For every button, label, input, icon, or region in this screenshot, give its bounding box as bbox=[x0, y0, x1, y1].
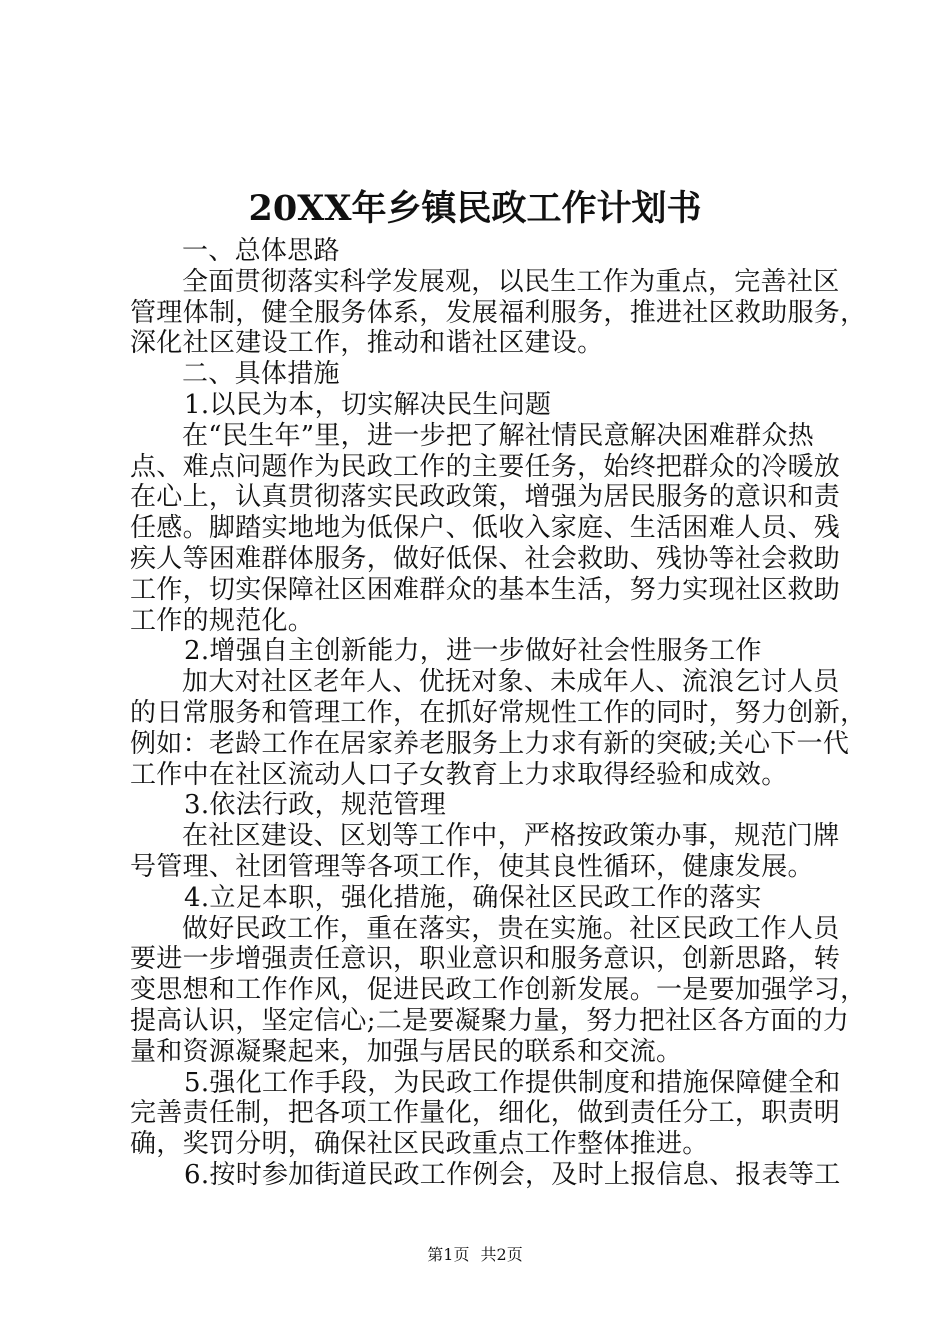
paragraph-line: 深化社区建设工作，推动和谐社区建设。 bbox=[130, 328, 604, 359]
paragraph-line: 在“民生年”里，进一步把了解社情民意解决困难群众热 bbox=[182, 420, 815, 451]
document-title: 20XX年乡镇民政工作计划书 bbox=[248, 188, 702, 229]
paragraph-line: 例如：老龄工作在居家养老服务上力求有新的突破;关心下一代 bbox=[130, 728, 850, 759]
paragraph-line: 要进一步增强责任意识，职业意识和服务意识，创新思路，转 bbox=[130, 944, 841, 975]
paragraph-line: 工作的规范化。 bbox=[130, 605, 315, 636]
paragraph-line: 确，奖罚分明，确保社区民政重点工作整体推进。 bbox=[130, 1129, 709, 1160]
subheading-1: 1.以民为本，切实解决民生问题 bbox=[184, 389, 552, 420]
paragraph-line: 加大对社区老年人、优抚对象、未成年人、流浪乞讨人员 bbox=[182, 667, 840, 698]
paragraph-line: 在心上，认真贯彻落实民政政策，增强为居民服务的意识和责 bbox=[130, 482, 841, 513]
paragraph-line: 变思想和工作作风，促进民政工作创新发展。一是要加强学习， bbox=[130, 975, 867, 1006]
paragraph-line: 做好民政工作，重在落实，贵在实施。社区民政工作人员 bbox=[182, 913, 840, 944]
paragraph-line: 的日常服务和管理工作，在抓好常规性工作的同时，努力创新， bbox=[130, 697, 867, 728]
document-body bbox=[130, 236, 867, 1191]
paragraph-line: 管理体制，健全服务体系，发展福利服务，推进社区救助服务， bbox=[130, 297, 867, 328]
paragraph-line: 号管理、社团管理等各项工作，使其良性循环，健康发展。 bbox=[130, 851, 814, 882]
page-number-total: 共2页 bbox=[480, 1245, 523, 1264]
page-number-current: 第1页 bbox=[427, 1245, 470, 1264]
page-footer bbox=[0, 1244, 950, 1266]
subheading-6: 6.按时参加街道民政工作例会，及时上报信息、报表等工 bbox=[184, 1159, 841, 1190]
paragraph-line: 任感。脚踏实地地为低保户、低收入家庭、生活困难人员、残 bbox=[130, 513, 841, 544]
paragraph-line: 全面贯彻落实科学发展观，以民生工作为重点，完善社区 bbox=[182, 266, 840, 297]
subheading-3: 3.依法行政，规范管理 bbox=[184, 790, 447, 821]
subheading-5: 5.强化工作手段，为民政工作提供制度和措施保障健全和 bbox=[184, 1067, 841, 1098]
paragraph-line: 工作，切实保障社区困难群众的基本生活，努力实现社区救助 bbox=[130, 574, 841, 605]
paragraph-line: 完善责任制，把各项工作量化，细化，做到责任分工，职责明 bbox=[130, 1098, 841, 1129]
paragraph-line: 在社区建设、区划等工作中，严格按政策办事，规范门牌 bbox=[182, 821, 840, 852]
subheading-2: 2.增强自主创新能力，进一步做好社会性服务工作 bbox=[184, 636, 762, 667]
paragraph-line: 量和资源凝聚起来，加强与居民的联系和交流。 bbox=[130, 1036, 683, 1067]
paragraph-line: 疾人等困难群体服务，做好低保、社会救助、残协等社会救助 bbox=[130, 543, 841, 574]
paragraph-line: 点、难点问题作为民政工作的主要任务，始终把群众的冷暖放 bbox=[130, 451, 841, 482]
paragraph-line: 工作中在社区流动人口子女教育上力求取得经验和成效。 bbox=[130, 759, 788, 790]
section-heading-overall-approach: 一、总体思路 bbox=[182, 236, 340, 266]
section-heading-specific-measures: 二、具体措施 bbox=[182, 359, 340, 390]
subheading-4: 4.立足本职，强化措施，确保社区民政工作的落实 bbox=[184, 882, 762, 913]
paragraph-line: 提高认识，坚定信心;二是要凝聚力量，努力把社区各方面的力 bbox=[130, 1005, 850, 1036]
